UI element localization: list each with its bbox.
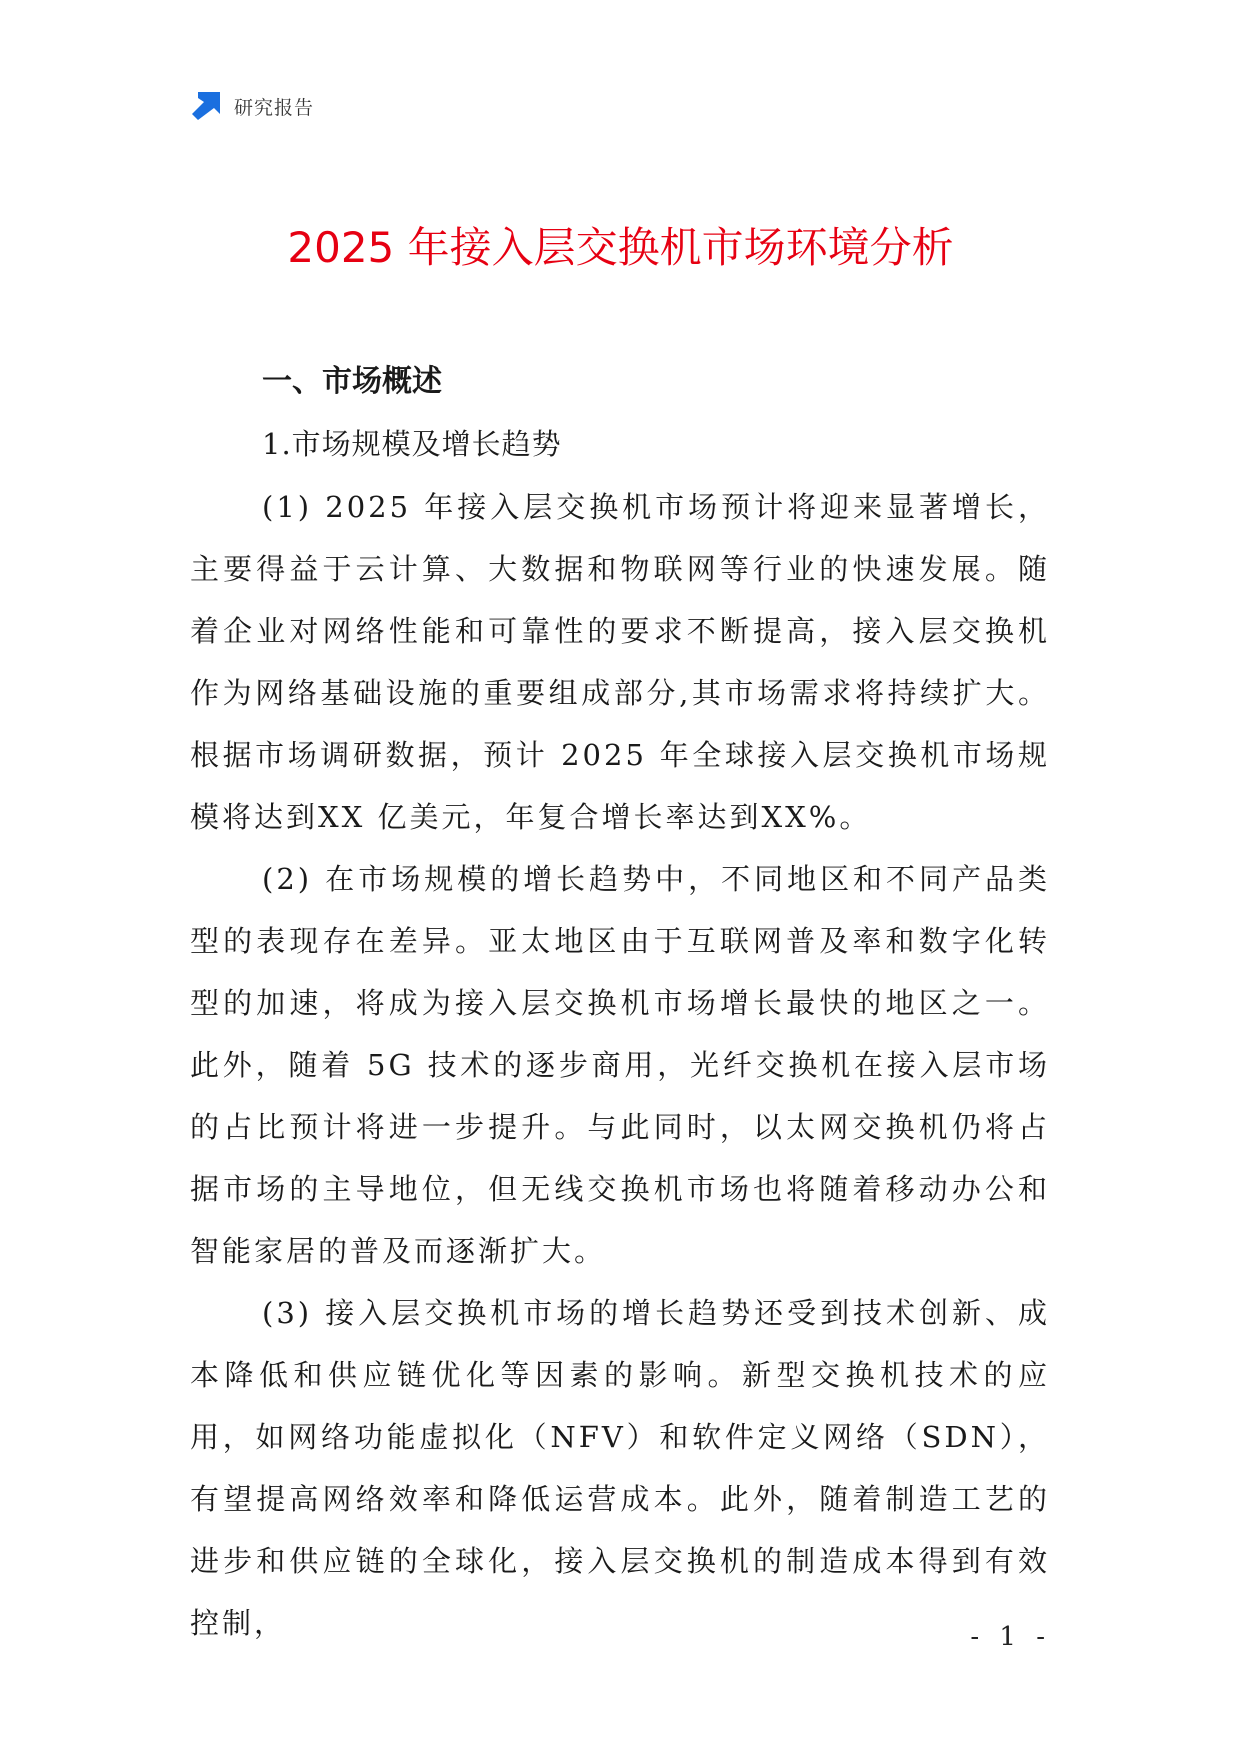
section-heading: 一、市场概述 — [262, 364, 442, 399]
document-header — [190, 88, 314, 124]
arrow-logo-icon — [190, 90, 222, 122]
paragraph-1: (1) 2025 年接入层交换机市场预计将迎来显著增长，主要得益于云计算、大数据和物联网等行业的快速发展。随着企业对网络性能和可靠性的要求不断提高，接入层交换机作为网络基础设施的重要组成部分,其市场需求将持续扩大。根据市场调研数据，预计 2025 年全球接入层交换机市场规模将达到XX 亿美元，年复合增长率达到XX%。 — [190, 490, 1050, 834]
document-title: 2025 年接入层交换机市场环境分析 — [287, 223, 954, 272]
paragraph-3: (3) 接入层交换机市场的增长趋势还受到技术创新、成本降低和供应链优化等因素的影响。新型交换机技术的应用，如网络功能虚拟化（NFV）和软件定义网络（SDN），有望提高网络效率和降低运营成本。此外，随着制造工艺的进步和供应链的全球化，接入层交换机的制造成本得到有效控制， — [190, 1296, 1050, 1640]
brand-text: 研究报告 — [234, 96, 315, 119]
subsection-heading: 1.市场规模及增长趋势 — [262, 427, 562, 461]
paragraph-2: (2) 在市场规模的增长趋势中，不同地区和不同产品类型的表现存在差异。亚太地区由于互联网普及率和数字化转型的加速，将成为接入层交换机市场增长最快的地区之一。此外，随着 5G 技术的逐步商用，光纤交换机在接入层市场的占比预计将进一步提升。与此同时，以太网交换机仍将占据市场的主导地位，但无线交换机市场也将随着移动办公和智能家居的普及而逐渐扩大。 — [190, 862, 1050, 1268]
page-number: - 1 - — [970, 1622, 1051, 1652]
document-body — [190, 352, 1050, 1654]
